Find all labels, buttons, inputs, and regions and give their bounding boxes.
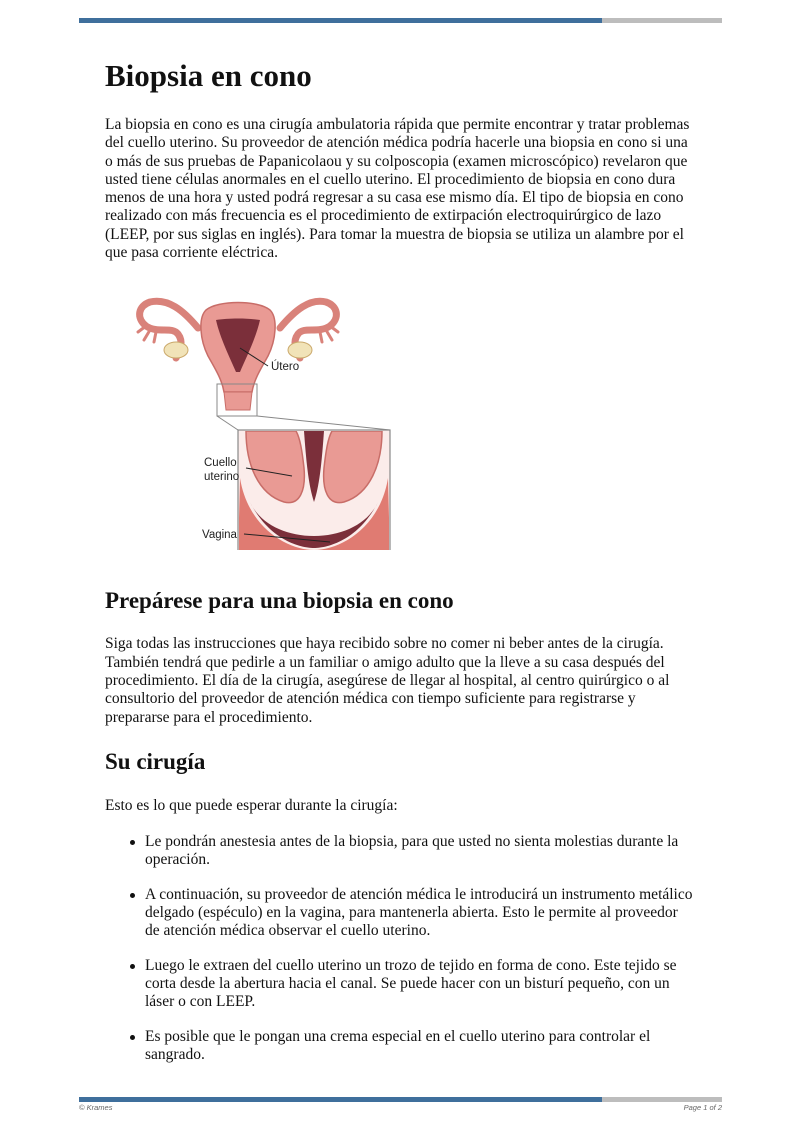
page-title: Biopsia en cono [105, 58, 312, 93]
list-item [105, 1028, 695, 1065]
footer-copyright: © Krames [79, 1103, 113, 1112]
list-item [105, 886, 695, 941]
list-item [105, 833, 695, 870]
list-item [105, 957, 695, 1012]
bullet-icon [130, 1035, 135, 1040]
footer-page-number: Page 1 of 2 [683, 1103, 722, 1112]
list-item-text: Es posible que le pongan una crema especial en el cuello uterino para controlar el sangrado. [145, 1027, 651, 1063]
zoom-line-left [217, 416, 238, 430]
header-rule-secondary [602, 18, 722, 23]
intro-paragraph: La biopsia en cono es una cirugía ambulatoria rápida que permite encontrar y tratar problemas del cuello uterino. Su proveedor de atención médica podría hacerle una biopsia en cono si una o más de sus pruebas de Papanicolaou y su colposcopia (examen microscópico) revelaron que usted tiene células anormales en el cuello uterino. El procedimiento de biopsia en cono dura menos de una hora y usted podrá regresar a su casa ese mismo día. El tipo de biopsia en cono realizado con más frecuencia es el procedimiento de extirpación electroquirúrgico de lazo (LEEP, por sus siglas en inglés). Para tomar la muestra de biopsia se utiliza un alambre por el que pasa corriente eléctrica. [105, 116, 690, 262]
footer-rule-secondary [602, 1097, 722, 1102]
uterus-illustration [128, 288, 428, 550]
label-vagina: Vagina [202, 529, 237, 542]
header-rule-accent [79, 18, 602, 23]
list-item-text: A continuación, su proveedor de atención médica le introducirá un instrumento metálico delgado (espéculo) en la vagina, para mantenerla abierta. Esto le permite al proveedor de atención médica observar el cuello uterino. [145, 885, 693, 940]
section-heading-preparation: Prepárese para una biopsia en cono [105, 588, 454, 614]
footer-rule-accent [79, 1097, 602, 1102]
zoom-line-right [257, 416, 390, 430]
section-paragraph-preparation: Siga todas las instrucciones que haya recibido sobre no comer ni beber antes de la cirugía. También tendrá que pedirle a un familiar o amigo adulto que la lleve a su casa después del procedimiento. El día de la cirugía, asegúrese de llegar al hospital, al centro quirúrgico o al consultorio del proveedor de atención médica con tiempo suficiente para registrarse y prepararse para el procedimiento. [105, 635, 670, 726]
list-item-text: Le pondrán anestesia antes de la biopsia, para que usted no sienta molestias durante la operación. [145, 833, 679, 869]
bullet-icon [130, 893, 135, 898]
right-ovary [288, 342, 312, 358]
section-paragraph-surgery: Esto es lo que puede esperar durante la cirugía: [105, 796, 398, 814]
surgery-steps-list [105, 833, 695, 1064]
label-cervix-line1: Cuello [204, 457, 237, 470]
header-rule [79, 18, 722, 23]
left-ovary [164, 342, 188, 358]
label-uterus: Útero [271, 361, 300, 374]
bullet-icon [130, 964, 135, 969]
bullet-icon [130, 840, 135, 845]
list-item-text: Luego le extraen del cuello uterino un trozo de tejido en forma de cono. Este tejido se corta desde la abertura hacia el canal. Se puede hacer con un bisturí pequeño, con un láser o con LEEP. [145, 956, 677, 1011]
document-body [105, 56, 695, 1080]
label-cervix-line2: uterino [204, 471, 240, 484]
cervix-small [224, 392, 252, 410]
section-heading-surgery: Su cirugía [105, 748, 206, 774]
uterus-diagram [128, 288, 428, 550]
footer-rule [79, 1097, 722, 1102]
